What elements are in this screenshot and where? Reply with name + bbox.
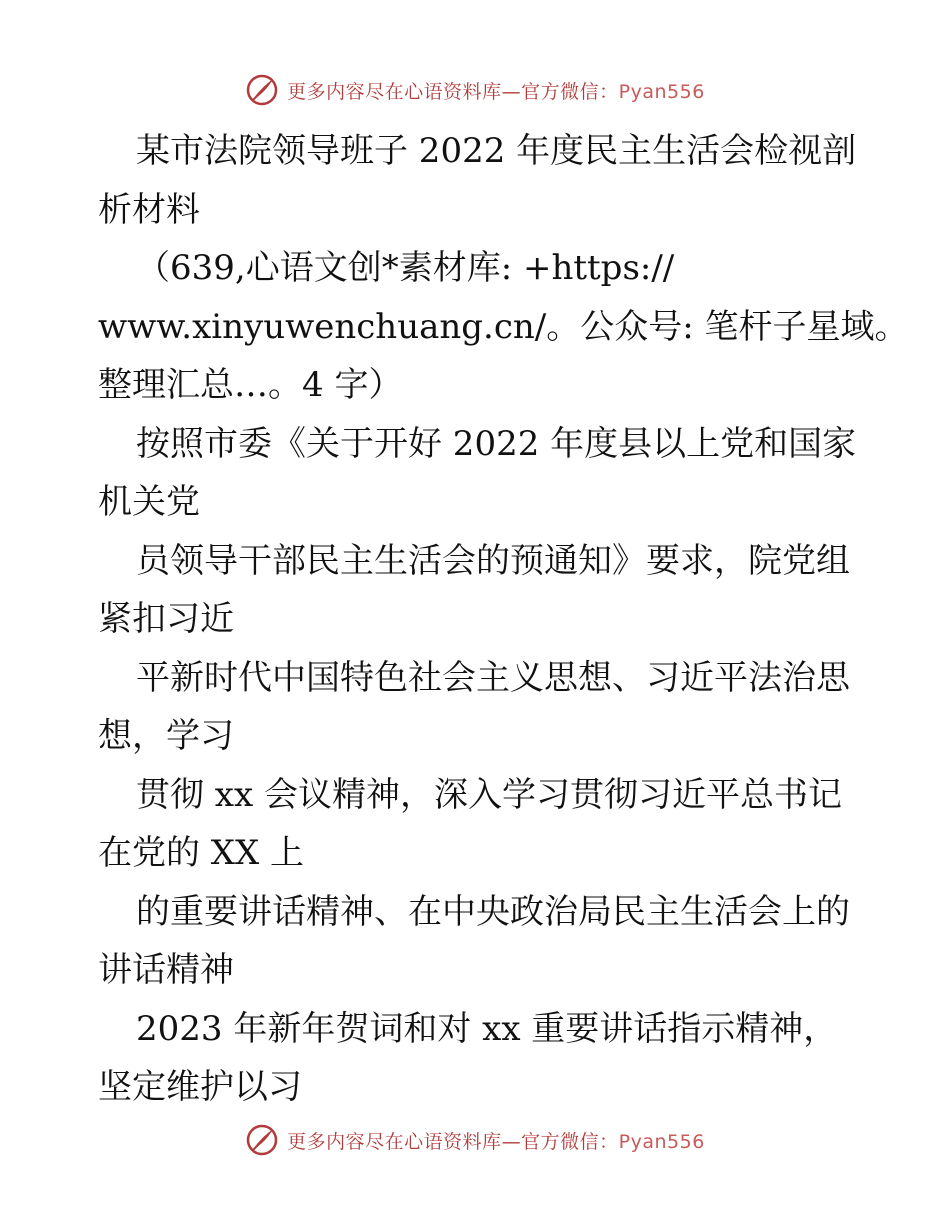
text-line: 在党的 XX 上 xyxy=(98,833,305,873)
text-line: 想，学习 xyxy=(98,716,234,756)
text-line: 的重要讲话精神、在中央政治局民主生活会上的 xyxy=(136,891,850,932)
text-line: 整理汇总…。4 字） xyxy=(98,365,403,405)
text-line: www.xinyuwenchuang.cn/。公众号: 笔杆子星域。 xyxy=(98,306,909,347)
wechat-id: Pyan556 xyxy=(618,1130,705,1153)
document-body xyxy=(98,122,909,1117)
text-line: 平新时代中国特色社会主义思想、习近平法治思 xyxy=(136,657,850,698)
banner-text: 更多内容尽在心语资料库—官方微信：Pyan556 xyxy=(287,80,705,103)
quill-logo-icon xyxy=(245,1123,279,1157)
text-line: 紧扣习近 xyxy=(98,599,234,639)
text-line: 2023 年新年贺词和对 xx 重要讲话指示精神， xyxy=(136,1008,838,1049)
text-line: 讲话精神 xyxy=(98,950,234,990)
text-line: 机关党 xyxy=(98,482,200,522)
text-line: 某市法院领导班子 2022 年度民主生活会检视剖 xyxy=(136,131,857,171)
footer-banner xyxy=(0,1120,950,1160)
wechat-id: Pyan556 xyxy=(618,80,705,103)
text-line: 按照市委《关于开好 2022 年度县以上党和国家 xyxy=(136,423,857,464)
text-line: 坚定维护以习 xyxy=(98,1067,302,1107)
banner-text: 更多内容尽在心语资料库—官方微信：Pyan556 xyxy=(287,1130,705,1153)
text-line: 员领导干部民主生活会的预通知》要求，院党组 xyxy=(136,540,850,581)
text-line: 析材料 xyxy=(98,189,200,230)
quill-logo-icon xyxy=(245,73,279,107)
header-banner xyxy=(0,70,950,110)
text-line: （639,心语文创*素材库: +https:// xyxy=(136,248,675,288)
text-line: 贯彻 xx 会议精神，深入学习贯彻习近平总书记 xyxy=(136,774,842,815)
